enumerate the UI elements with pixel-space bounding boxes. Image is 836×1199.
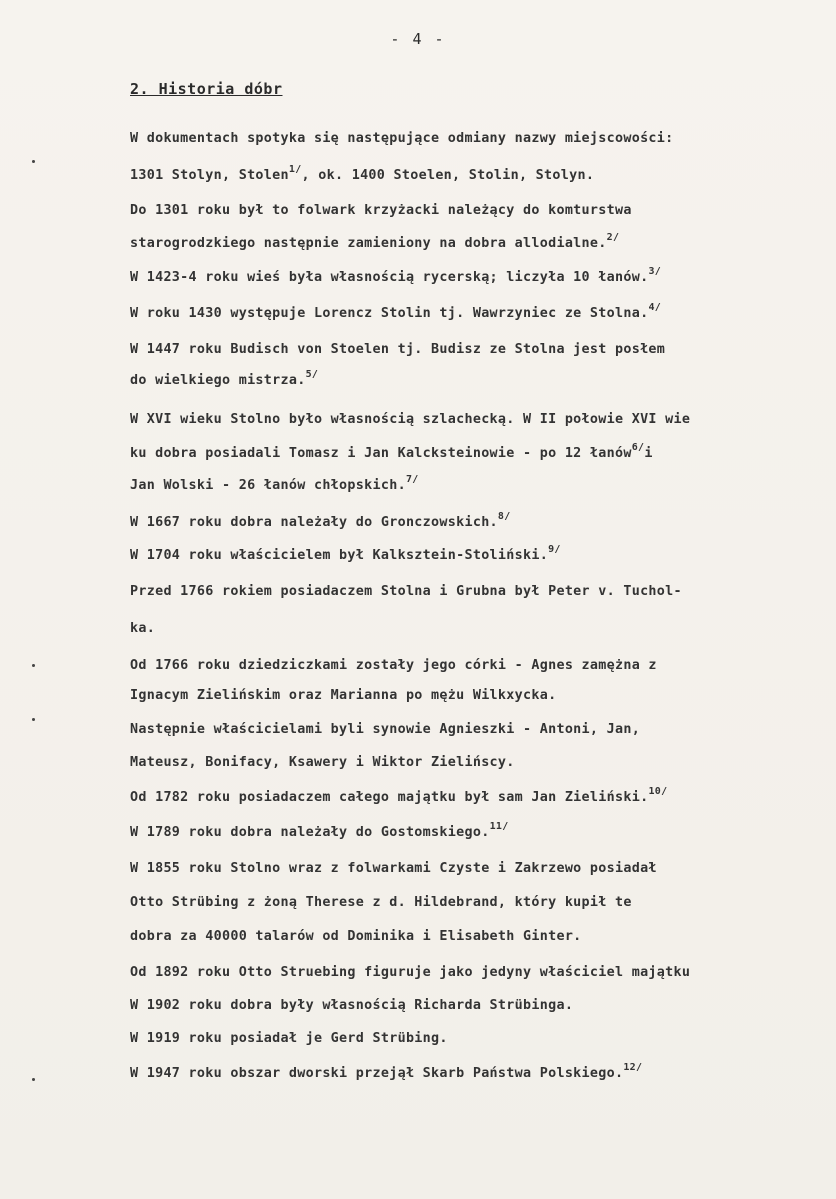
- margin-mark: [32, 1078, 35, 1081]
- text-line: [130, 203, 632, 218]
- text-line: [130, 786, 668, 805]
- line-text: W XVI wieku Stolno było własnością szlachecką. W II połowie XVI wie: [130, 412, 691, 427]
- text-line: [130, 821, 509, 840]
- text-line: [130, 511, 511, 530]
- line-text: W 1902 roku dobra były własnością Richarda Strübinga.: [130, 998, 574, 1013]
- footnote-ref: 2/: [606, 232, 620, 243]
- footnote-ref: 1/: [288, 164, 302, 175]
- text-line: [130, 442, 653, 461]
- text-line: [130, 584, 682, 599]
- line-text: Otto Strübing z żoną Therese z d. Hildebrand, który kupił te: [130, 895, 632, 910]
- line-text: Następnie właścicielami byli synowie Agnieszki - Antoni, Jan,: [130, 722, 641, 737]
- line-text: W 1423-4 roku wieś była własnością rycerską; liczyła 10 łanów.: [130, 270, 649, 285]
- line-text: W dokumentach spotyka się następujące odmiany nazwy miejscowości:: [130, 131, 674, 146]
- text-line: [130, 722, 640, 737]
- margin-mark: [32, 718, 35, 721]
- line-text: Mateusz, Bonifacy, Ksawery i Wiktor Zielińscy.: [130, 755, 515, 770]
- line-text: W 1667 roku dobra należały do Gronczowskich.: [130, 515, 498, 530]
- footnote-ref: 10/: [648, 786, 668, 797]
- text-line: [130, 1062, 643, 1081]
- text-line: [130, 755, 515, 770]
- footnote-ref: 3/: [648, 266, 662, 277]
- text-line: [130, 861, 657, 876]
- text-line: [130, 965, 690, 980]
- text-line: [130, 621, 155, 636]
- line-text: W 1704 roku właścicielem był Kalksztein-Stoliński.: [130, 548, 549, 563]
- line-text: Do 1301 roku był to folwark krzyżacki należący do komturstwa: [130, 203, 632, 218]
- footnote-ref: 11/: [489, 821, 509, 832]
- line-text: ka.: [130, 621, 156, 636]
- footnote-ref: 9/: [548, 544, 561, 555]
- text-line: [130, 302, 662, 321]
- line-text: W 1855 roku Stolno wraz z folwarkami Czyste i Zakrzewo posiadał: [130, 861, 657, 876]
- line-text: Przed 1766 rokiem posiadaczem Stolna i Grubna był Peter v. Tuchol-: [130, 584, 682, 599]
- footnote-ref: 8/: [497, 511, 511, 522]
- text-line: [130, 1031, 448, 1046]
- text-line: [130, 658, 657, 673]
- line-text: Od 1892 roku Otto Struebing figuruje jako jedyny właściciel majątku: [130, 965, 691, 980]
- margin-mark: [32, 160, 35, 163]
- text-line: [130, 342, 665, 357]
- footnote-ref: 5/: [305, 369, 319, 380]
- text-line: [130, 412, 690, 427]
- line-text: do wielkiego mistrza.: [130, 373, 306, 388]
- text-line: [130, 895, 632, 910]
- line-text: Jan Wolski - 26 łanów chłopskich.: [130, 478, 406, 493]
- text-line: [130, 369, 319, 388]
- text-line: [130, 474, 419, 493]
- text-line: [130, 544, 561, 563]
- text-line: [130, 232, 620, 251]
- text-line: [130, 131, 674, 146]
- text-line: [130, 998, 573, 1013]
- line-text: dobra za 40000 talarów od Dominika i Elisabeth Ginter.: [130, 929, 582, 944]
- footnote-ref: 4/: [648, 302, 662, 313]
- text-line: [130, 929, 582, 944]
- line-text: W 1789 roku dobra należały do Gostomskiego.: [130, 825, 490, 840]
- line-text: ku dobra posiadali Tomasz i Jan Kalcksteinowie - po 12 łanów: [130, 446, 632, 461]
- line-text: W 1447 roku Budisch von Stoelen tj. Budisz ze Stolna jest posłem: [130, 342, 666, 357]
- line-text: Od 1766 roku dziedziczkami zostały jego córki - Agnes zamężna z: [130, 658, 657, 673]
- line-text: W 1919 roku posiadał je Gerd Strübing.: [130, 1031, 448, 1046]
- line-text: 1301 Stolyn, Stolen: [130, 168, 289, 183]
- text-line: [130, 266, 662, 285]
- line-text-tail: , ok. 1400 Stoelen, Stolin, Stolyn.: [301, 168, 595, 183]
- section-heading: 2. Historia dóbr: [130, 80, 283, 98]
- page-number: - 4 -: [390, 30, 446, 48]
- line-text: W roku 1430 występuje Lorencz Stolin tj. Wawrzyniec ze Stolna.: [130, 306, 649, 321]
- footnote-ref: 6/: [631, 442, 645, 453]
- line-text: Ignacym Zielińskim oraz Marianna po mężu Wilkxycka.: [130, 688, 557, 703]
- line-text: starogrodzkiego następnie zamieniony na dobra allodialne.: [130, 236, 607, 251]
- line-text-tail: i: [644, 446, 653, 461]
- margin-mark: [32, 664, 35, 667]
- footnote-ref: 7/: [405, 474, 419, 485]
- text-line: [130, 688, 556, 703]
- text-line: [130, 164, 595, 183]
- line-text: W 1947 roku obszar dworski przejął Skarb Państwa Polskiego.: [130, 1066, 624, 1081]
- footnote-ref: 12/: [623, 1062, 643, 1073]
- line-text: Od 1782 roku posiadaczem całego majątku był sam Jan Zieliński.: [130, 790, 649, 805]
